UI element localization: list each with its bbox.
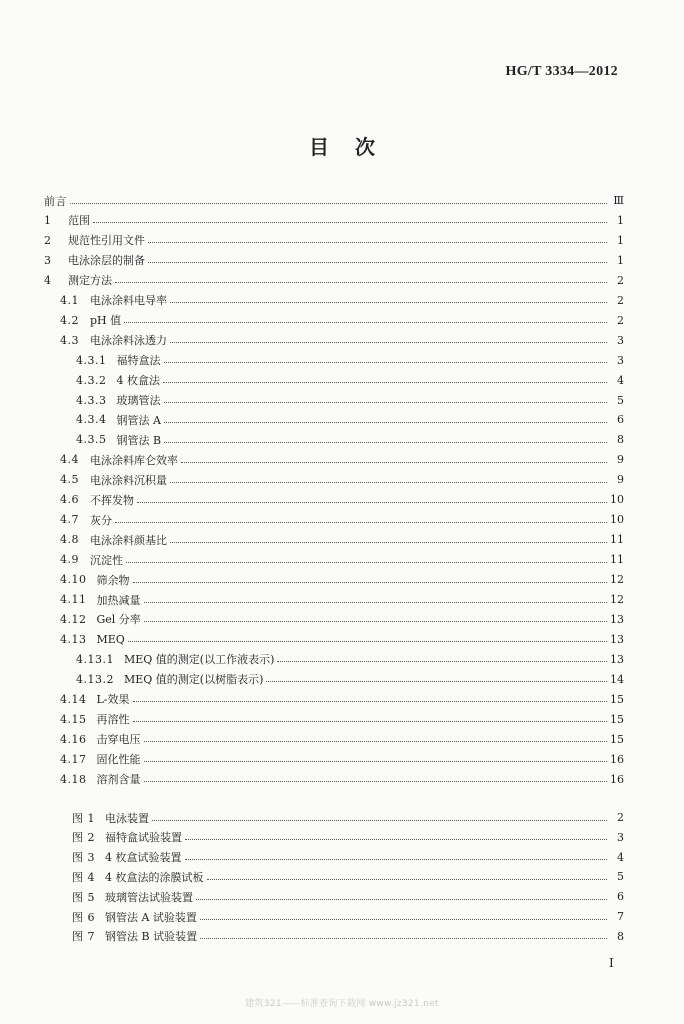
toc-entry xyxy=(44,211,624,230)
entry-title: 4 枚盒法的涂膜试板 xyxy=(105,870,204,884)
entry-page: 14 xyxy=(610,672,624,686)
toc-entry xyxy=(60,770,624,789)
entry-title: 电泳装置 xyxy=(105,811,149,825)
toc-entry xyxy=(60,750,624,769)
entry-page: 2 xyxy=(617,293,624,307)
entry-title: 电泳涂料泳透力 xyxy=(90,334,167,348)
page-title xyxy=(0,131,684,160)
dot-leader xyxy=(115,281,607,283)
toc-entry xyxy=(76,670,624,689)
entry-page: 13 xyxy=(610,652,624,666)
entry-page: 10 xyxy=(610,513,624,527)
entry-title: 再溶性 xyxy=(96,713,130,727)
entry-page: 6 xyxy=(617,413,624,427)
toc-entry xyxy=(60,630,624,649)
entry-page: 15 xyxy=(610,732,624,746)
entry-title: L-效果 xyxy=(96,693,130,707)
entry-title: 灰分 xyxy=(90,513,112,527)
entry-page: 15 xyxy=(610,712,624,726)
entry-number: 3 xyxy=(44,253,52,267)
entry-page: 1 xyxy=(617,213,624,227)
entry-page: 11 xyxy=(610,533,624,547)
entry-number: 4.15 xyxy=(60,712,87,726)
entry-title: 沉淀性 xyxy=(90,553,123,567)
dot-leader xyxy=(196,898,607,900)
entry-title: MEQ xyxy=(96,632,125,646)
entry-number: 4.16 xyxy=(60,732,87,746)
entry-title: 钢管法 A xyxy=(116,413,161,427)
entry-number: 图 5 xyxy=(72,890,95,904)
entry-page: 16 xyxy=(610,772,624,786)
entry-page: 2 xyxy=(617,273,624,287)
dot-leader xyxy=(115,521,607,523)
entry-number: 4.13 xyxy=(60,632,87,646)
toc-entry xyxy=(76,371,624,390)
toc-entry xyxy=(60,530,624,549)
entry-page: 3 xyxy=(617,333,624,347)
figure-entry xyxy=(72,867,624,886)
toc-entry xyxy=(44,231,624,250)
dot-leader xyxy=(124,321,607,323)
dot-leader xyxy=(148,261,607,263)
entry-title: 筛余物 xyxy=(96,573,130,587)
dot-leader xyxy=(133,581,608,583)
entry-page: 1 xyxy=(617,233,624,247)
entry-page: 12 xyxy=(610,593,624,606)
entry-page: 3 xyxy=(617,830,624,844)
dot-leader xyxy=(133,700,607,702)
entry-number: 1 xyxy=(44,213,52,227)
entry-page: 4 xyxy=(617,373,624,387)
entry-page: 3 xyxy=(617,353,624,367)
dot-leader xyxy=(144,601,608,603)
entry-page: 9 xyxy=(617,473,624,487)
entry-title: 电泳涂料颜基比 xyxy=(90,533,167,547)
dot-leader xyxy=(144,740,608,742)
entry-title: Gel 分率 xyxy=(96,613,141,627)
entry-number: 4.8 xyxy=(60,533,79,547)
dot-leader xyxy=(144,760,608,762)
dot-leader xyxy=(185,858,608,860)
toc-entry xyxy=(60,690,624,709)
entry-page: 6 xyxy=(617,890,624,904)
toc-entry xyxy=(76,391,624,410)
entry-number: 4.1 xyxy=(60,293,79,307)
dot-leader xyxy=(170,341,607,343)
entry-page: 7 xyxy=(617,910,624,923)
dot-leader xyxy=(170,301,607,303)
entry-number: 4.13.2 xyxy=(76,672,114,686)
entry-number: 图 4 xyxy=(72,870,95,884)
entry-number: 4.17 xyxy=(60,752,87,766)
dot-leader xyxy=(152,819,607,821)
dot-leader xyxy=(266,680,607,682)
entry-number: 4.18 xyxy=(60,772,87,786)
entry-page: 5 xyxy=(617,393,624,407)
toc-entry xyxy=(60,510,624,529)
dot-leader xyxy=(70,202,607,204)
entry-number: 4.3.5 xyxy=(76,433,107,447)
dot-leader xyxy=(207,878,608,880)
entry-number: 图 2 xyxy=(72,831,95,845)
figure-entry xyxy=(72,907,624,926)
entry-number: 4.3.2 xyxy=(76,373,107,387)
entry-number: 4.7 xyxy=(60,513,79,527)
entry-page: 13 xyxy=(610,612,624,626)
entry-title: 钢管法 B 试验装置 xyxy=(105,930,198,944)
entry-number: 4.14 xyxy=(60,692,87,706)
dot-leader xyxy=(137,501,607,503)
entry-number: 2 xyxy=(44,233,52,247)
entry-number: 4.3.4 xyxy=(76,413,107,427)
entry-number: 4.12 xyxy=(60,612,87,626)
entry-page: Ⅲ xyxy=(613,194,624,207)
entry-title: 钢管法 B xyxy=(116,433,162,447)
toc-entry xyxy=(76,430,624,449)
entry-title: 测定方法 xyxy=(68,274,112,288)
entry-title: 电泳涂层的制备 xyxy=(68,254,145,268)
dot-leader xyxy=(164,401,608,403)
toc-entry xyxy=(44,191,624,210)
entry-number: 前言 xyxy=(44,194,67,208)
entry-page: 1 xyxy=(617,253,624,267)
entry-number: 4.10 xyxy=(60,573,87,587)
page-number: Ⅰ xyxy=(609,956,614,970)
figure-entry xyxy=(72,808,624,827)
dot-leader xyxy=(170,481,607,483)
entry-page: 9 xyxy=(617,453,624,467)
entry-title: MEQ 值的测定(以树脂表示) xyxy=(124,673,264,687)
entry-page: 15 xyxy=(610,692,624,706)
entry-number: 图 3 xyxy=(72,851,95,865)
toc-entry xyxy=(76,351,624,370)
entry-title: 4 枚盒试验装置 xyxy=(105,851,182,865)
dot-leader xyxy=(148,241,607,243)
figure-entry xyxy=(72,848,624,867)
entry-title: 不挥发物 xyxy=(90,493,134,507)
toc-entry xyxy=(60,730,624,749)
toc-entry xyxy=(60,331,624,350)
entry-page: 2 xyxy=(617,313,624,327)
entry-title: 钢管法 A 试验装置 xyxy=(105,910,197,924)
entry-number: 4.11 xyxy=(60,593,87,606)
entry-number: 4.9 xyxy=(60,553,79,567)
entry-title: 电泳涂料沉积量 xyxy=(90,473,167,487)
entry-number: 图 6 xyxy=(72,910,95,924)
entry-title: 玻璃管法 xyxy=(116,394,161,407)
entry-page: 8 xyxy=(617,929,624,943)
dot-leader xyxy=(200,918,607,920)
entry-title: MEQ 值的测定(以工作液表示) xyxy=(124,653,275,667)
entry-page: 10 xyxy=(610,493,624,507)
entry-number: 图 7 xyxy=(72,930,95,944)
dot-leader xyxy=(277,660,607,662)
dot-leader xyxy=(185,838,607,840)
toc-entry xyxy=(60,550,624,569)
entry-title: 范围 xyxy=(68,214,90,228)
toc-entry xyxy=(60,570,624,589)
entry-page: 2 xyxy=(617,811,624,824)
entry-page: 4 xyxy=(617,850,624,864)
entry-title: 电泳涂料库仑效率 xyxy=(90,453,178,467)
toc-entry xyxy=(60,590,624,609)
toc-entry xyxy=(76,650,624,669)
toc-entry xyxy=(60,490,624,509)
dot-leader xyxy=(164,421,607,423)
entry-number: 4.5 xyxy=(60,473,79,487)
entry-number: 4.3.1 xyxy=(76,353,107,367)
toc-entry xyxy=(60,291,624,310)
entry-number: 4.6 xyxy=(60,493,79,507)
entry-number: 4.4 xyxy=(60,453,79,467)
toc-entry xyxy=(60,710,624,729)
toc-entry xyxy=(76,410,624,429)
entry-title: pH 值 xyxy=(90,314,122,328)
entry-page: 16 xyxy=(610,752,624,766)
entry-number: 4.3.3 xyxy=(76,393,107,407)
title-char-1: 目 xyxy=(309,135,329,159)
entry-page: 8 xyxy=(617,433,624,447)
entry-title: 福特盒试验装置 xyxy=(105,831,182,845)
dot-leader xyxy=(144,620,607,622)
entry-page: 13 xyxy=(610,632,624,646)
dot-leader xyxy=(170,541,607,543)
dot-leader xyxy=(133,720,608,722)
toc-entry xyxy=(60,311,624,330)
entry-number: 4 xyxy=(44,273,52,287)
dot-leader xyxy=(163,381,607,383)
figure-entry xyxy=(72,927,624,946)
toc-entry xyxy=(60,470,624,489)
dot-leader xyxy=(164,361,608,363)
figure-entry xyxy=(72,828,624,847)
entry-title: 电泳涂料电导率 xyxy=(90,294,167,308)
entry-title: 玻璃管法试验装置 xyxy=(105,890,193,904)
watermark: 建筑321——标准查询下载网 www.jz321.net xyxy=(245,999,439,1009)
entry-title: 溶剂含量 xyxy=(96,773,141,787)
entry-number: 图 1 xyxy=(72,811,95,825)
entry-number: 4.2 xyxy=(60,313,79,327)
entry-page: 5 xyxy=(617,870,624,884)
standard-code: HG/T 3334—2012 xyxy=(505,64,618,79)
toc-entry xyxy=(44,271,624,290)
entry-title: 规范性引用文件 xyxy=(68,234,145,248)
entry-title: 加热减量 xyxy=(96,593,141,607)
dot-leader xyxy=(200,937,607,939)
dot-leader xyxy=(181,461,607,463)
entry-number: 4.13.1 xyxy=(76,652,114,666)
entry-title: 击穿电压 xyxy=(96,733,141,747)
figure-entry xyxy=(72,887,624,906)
entry-title: 固化性能 xyxy=(96,753,141,767)
title-char-2: 次 xyxy=(355,135,375,159)
entry-number: 4.3 xyxy=(60,333,79,347)
entry-page: 11 xyxy=(610,553,624,567)
entry-title: 福特盒法 xyxy=(116,354,161,368)
dot-leader xyxy=(93,221,607,223)
dot-leader xyxy=(164,441,607,443)
toc-entry xyxy=(44,251,624,270)
entry-title: 4 枚盒法 xyxy=(116,374,160,388)
toc-entry xyxy=(60,450,624,469)
entry-page: 12 xyxy=(610,573,624,587)
toc-entry xyxy=(60,610,624,629)
dot-leader xyxy=(128,640,607,642)
dot-leader xyxy=(126,561,607,563)
dot-leader xyxy=(144,780,608,782)
